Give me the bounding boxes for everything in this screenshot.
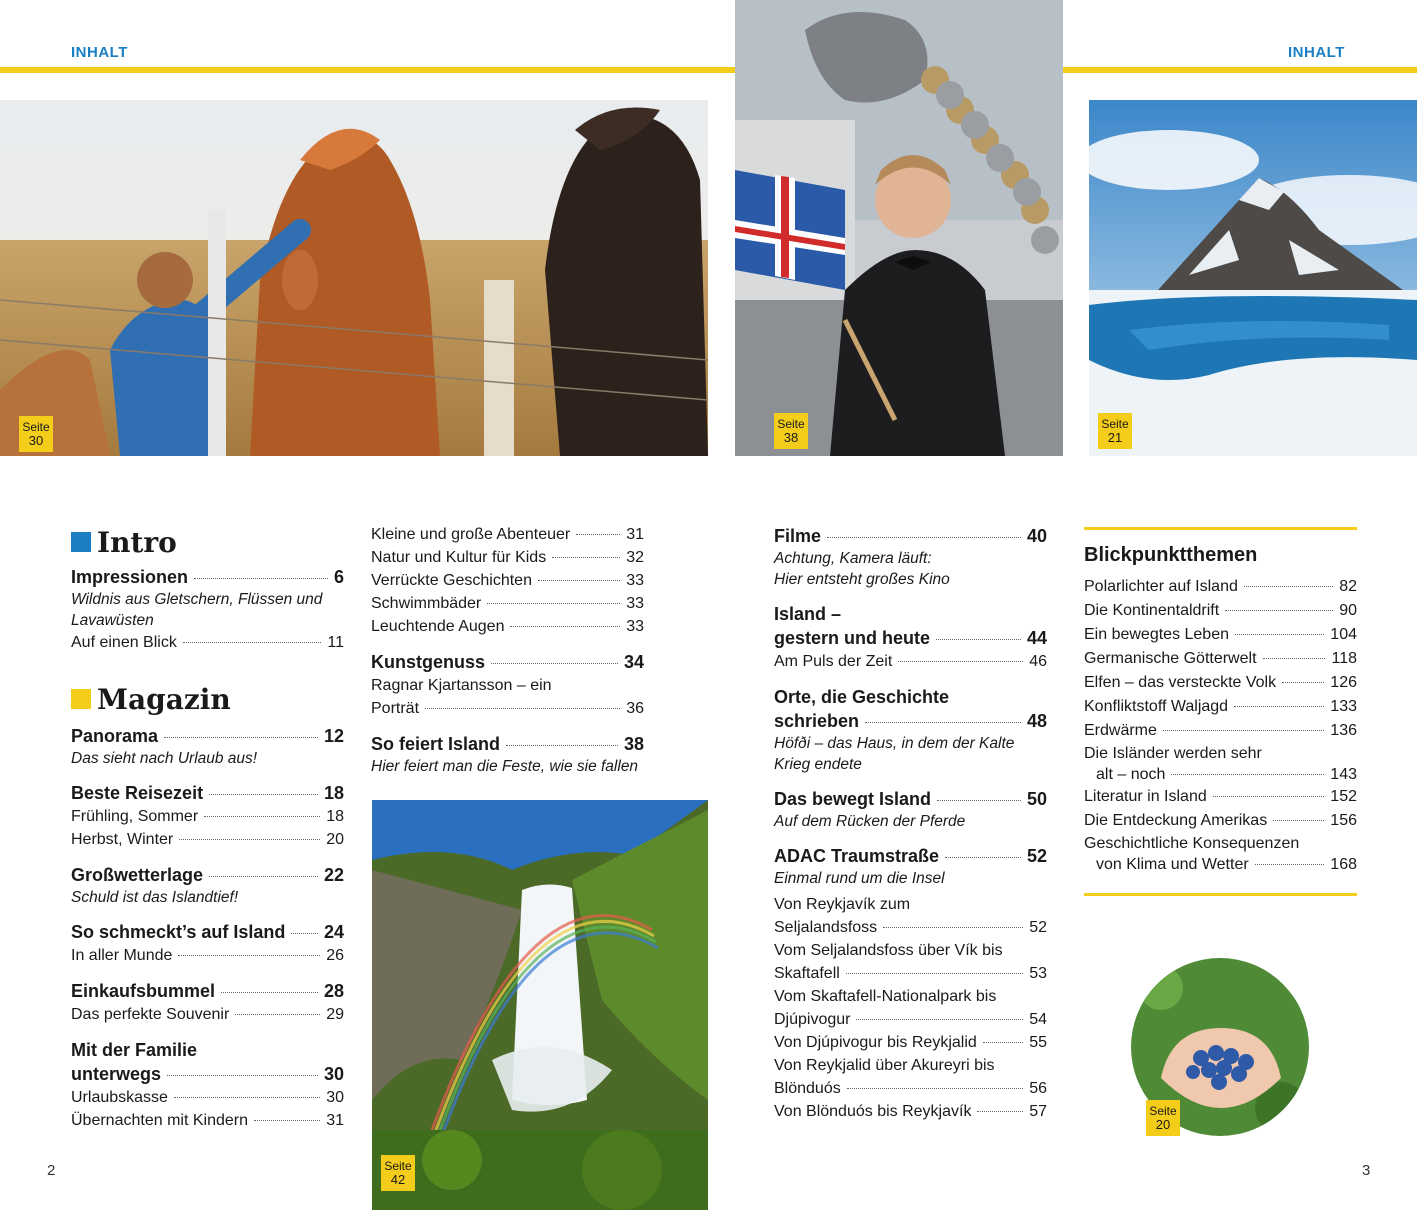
toc-sub-wetter: Schuld ist das Islandtief! bbox=[71, 889, 239, 906]
toc-entry-route-4[interactable]: Von Djúpivogur bis Reykjalid 55 bbox=[774, 1034, 1047, 1051]
toc-entry-fruehling[interactable]: Frühling, Sommer 18 bbox=[71, 808, 344, 825]
toc-column-3 bbox=[774, 524, 1047, 1123]
toc-column-1 bbox=[71, 525, 344, 1132]
toc-entry-blick-5[interactable]: Konfliktstoff Waljagd 133 bbox=[1084, 698, 1357, 715]
toc-entry-panorama[interactable]: Panorama 12 bbox=[71, 726, 344, 746]
toc-entry-auf-einen-blick[interactable]: Auf einen Blick 11 bbox=[71, 634, 344, 651]
toc-sub-bewegt: Auf dem Rücken der Pferde bbox=[774, 813, 966, 830]
toc-entry-adac[interactable]: ADAC Traumstraße 52 bbox=[774, 846, 1047, 866]
toc-sub-orte: Höfði – das Haus, in dem der Kalte Krieg endete bbox=[774, 735, 1015, 773]
seite-badge-horses: Seite 30 bbox=[19, 416, 53, 452]
section-intro bbox=[71, 525, 344, 559]
toc-line-island: Island – bbox=[774, 604, 842, 624]
toc-entry-blick-2[interactable]: Ein bewegtes Leben 104 bbox=[1084, 626, 1357, 643]
seite-badge-blueberries: Seite 20 bbox=[1146, 1100, 1180, 1136]
toc-sub-feiert: Hier feiert man die Feste, wie sie fallen bbox=[371, 758, 639, 775]
toc-entry-island[interactable]: gestern und heute 44 bbox=[774, 628, 1047, 648]
toc-line-route-2: Vom Seljalandsfoss über Vík bis bbox=[774, 942, 1003, 959]
toc-entry-filme[interactable]: Filme 40 bbox=[774, 526, 1047, 546]
toc-entry-amerika[interactable]: Die Entdeckung Amerikas 156 bbox=[1084, 812, 1357, 829]
toc-sub-adac: Einmal rund um die Insel bbox=[774, 870, 945, 887]
photo-parade bbox=[735, 0, 1063, 456]
photo-mountain bbox=[1089, 100, 1417, 456]
toc-entry-abenteuer[interactable]: Kleine und große Abenteuer 31 bbox=[371, 526, 644, 543]
seite-badge-parade: Seite 38 bbox=[774, 413, 808, 449]
toc-entry-uebernachten[interactable]: Übernachten mit Kindern 31 bbox=[71, 1112, 344, 1129]
toc-entry-souvenir[interactable]: Das perfekte Souvenir 29 bbox=[71, 1006, 344, 1023]
toc-entry-schwimm[interactable]: Schwimmbäder 33 bbox=[371, 595, 644, 612]
toc-line-familie: Mit der Familie bbox=[71, 1040, 198, 1060]
toc-entry-wetter[interactable]: Großwetterlage 22 bbox=[71, 865, 344, 885]
section-magazin bbox=[71, 682, 344, 716]
toc-column-blick bbox=[1084, 527, 1357, 896]
photo-waterfall bbox=[372, 800, 708, 1210]
toc-sub-impressionen: Wildnis aus Gletschern, Flüssen und Lavawüsten bbox=[71, 591, 323, 629]
header-rule-left bbox=[0, 67, 735, 73]
page-number-left: 2 bbox=[47, 1162, 56, 1179]
toc-entry-bewegt[interactable]: Das bewegt Island 50 bbox=[774, 789, 1047, 809]
toc-sub-filme-1: Achtung, Kamera läuft: bbox=[774, 550, 932, 567]
toc-entry-route-3[interactable]: Djúpivogur 54 bbox=[774, 1011, 1047, 1028]
toc-entry-literatur[interactable]: Literatur in Island 152 bbox=[1084, 788, 1357, 805]
toc-entry-impressionen[interactable]: Impressionen 6 bbox=[71, 567, 344, 587]
toc-entry-familie[interactable]: unterwegs 30 bbox=[71, 1064, 344, 1084]
header-label-right: INHALT bbox=[1288, 44, 1345, 61]
blick-rule-top bbox=[1084, 527, 1357, 530]
photo-horses bbox=[0, 100, 708, 456]
toc-entry-orte[interactable]: schrieben 48 bbox=[774, 711, 1047, 731]
toc-entry-herbst[interactable]: Herbst, Winter 20 bbox=[71, 831, 344, 848]
toc-sub-filme-2: Hier entsteht großes Kino bbox=[774, 571, 950, 588]
intro-heading: Intro bbox=[97, 525, 177, 559]
blick-rule-bottom bbox=[1084, 893, 1357, 896]
toc-entry-geschichten[interactable]: Verrückte Geschichten 33 bbox=[371, 572, 644, 589]
toc-entry-blick-6[interactable]: Erdwärme 136 bbox=[1084, 722, 1357, 739]
toc-line-orte: Orte, die Geschichte bbox=[774, 687, 950, 707]
toc-entry-schmeckt[interactable]: So schmeckt’s auf Island 24 bbox=[71, 922, 344, 942]
toc-line-ragnar: Ragnar Kjartansson – ein bbox=[371, 677, 552, 694]
toc-entry-kids[interactable]: Natur und Kultur für Kids 32 bbox=[371, 549, 644, 566]
toc-entry-route-5[interactable]: Blönduós 56 bbox=[774, 1080, 1047, 1097]
toc-entry-kunst[interactable]: Kunstgenuss 34 bbox=[371, 652, 644, 672]
magazin-heading: Magazin bbox=[97, 682, 231, 716]
toc-entry-route-6[interactable]: Von Blönduós bis Reykjavík 57 bbox=[774, 1103, 1047, 1120]
header-rule-right bbox=[1063, 67, 1417, 73]
toc-entry-blick-4[interactable]: Elfen – das versteckte Volk 126 bbox=[1084, 674, 1357, 691]
toc-line-route-1: Von Reykjavík zum bbox=[774, 896, 911, 913]
toc-column-2 bbox=[371, 523, 644, 777]
toc-entry-urlaubskasse[interactable]: Urlaubskasse 30 bbox=[71, 1089, 344, 1106]
toc-entry-augen[interactable]: Leuchtende Augen 33 bbox=[371, 618, 644, 635]
toc-entry-klima[interactable]: von Klima und Wetter 168 bbox=[1096, 856, 1357, 873]
seite-badge-mountain: Seite 21 bbox=[1098, 413, 1132, 449]
page-number-right: 3 bbox=[1362, 1162, 1371, 1179]
toc-line-route-3: Vom Skaftafell-Nationalpark bis bbox=[774, 988, 997, 1005]
seite-badge-waterfall: Seite 42 bbox=[381, 1155, 415, 1191]
toc-sub-panorama: Das sieht nach Urlaub aus! bbox=[71, 750, 258, 767]
toc-entry-feiert[interactable]: So feiert Island 38 bbox=[371, 734, 644, 754]
toc-entry-blick-0[interactable]: Polarlichter auf Island 82 bbox=[1084, 578, 1357, 595]
toc-line-route-5: Von Reykjalid über Akureyri bis bbox=[774, 1057, 995, 1074]
header-label-left: INHALT bbox=[71, 44, 128, 61]
toc-entry-blick-3[interactable]: Germanische Götterwelt 118 bbox=[1084, 650, 1357, 667]
toc-entry-reisezeit[interactable]: Beste Reisezeit 18 bbox=[71, 783, 344, 803]
toc-entry-route-2[interactable]: Skaftafell 53 bbox=[774, 965, 1047, 982]
magazin-square-icon bbox=[71, 689, 91, 709]
toc-entry-blick-1[interactable]: Die Kontinentaldrift 90 bbox=[1084, 602, 1357, 619]
toc-entry-munde[interactable]: In aller Munde 26 bbox=[71, 947, 344, 964]
toc-entry-puls[interactable]: Am Puls der Zeit 46 bbox=[774, 653, 1047, 670]
toc-entry-islaender[interactable]: alt – noch 143 bbox=[1096, 766, 1357, 783]
blick-title: Blickpunktthemen bbox=[1084, 544, 1258, 566]
toc-entry-einkauf[interactable]: Einkaufsbummel 28 bbox=[71, 981, 344, 1001]
toc-line-islaender: Die Isländer werden sehr bbox=[1084, 745, 1262, 762]
toc-entry-ragnar[interactable]: Porträt 36 bbox=[371, 700, 644, 717]
toc-line-klima: Geschichtliche Konsequenzen bbox=[1084, 835, 1300, 852]
intro-square-icon bbox=[71, 532, 91, 552]
toc-entry-route-1[interactable]: Seljalandsfoss 52 bbox=[774, 919, 1047, 936]
